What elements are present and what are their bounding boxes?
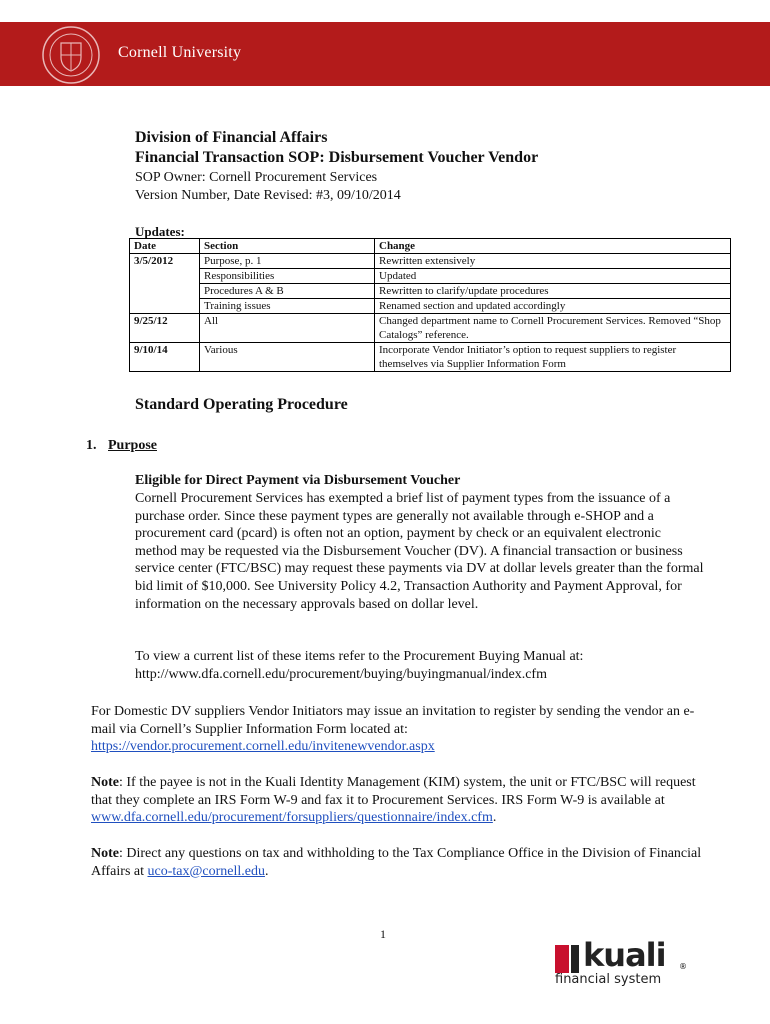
sop-owner: SOP Owner: Cornell Procurement Services [135,170,378,185]
header-date: Date [130,239,200,254]
brand-name: Cornell University [118,44,242,61]
kuali-logo-word: kuali [583,936,666,974]
kim-note-text: : If the payee is not in the Kuali Identity Management (KIM) system, the unit or FTC/BSC will request that they complete an IRS Form W-9 and fax it to Procurement Services. IRS Form W-9 is available at [91,775,696,808]
note-label: Note [91,775,119,790]
page-number: 1 [380,927,386,941]
kuali-logo-mark-icon [555,945,569,973]
tax-note-paragraph [91,845,711,880]
row-change: Changed department name to Cornell Procurement Services. Removed “Shop Catalogs” reference. [375,314,731,343]
kim-note-end: . [492,810,497,826]
header-section: Section [200,239,375,254]
updates-label: Updates: [135,224,185,239]
row-date [130,269,200,284]
buying-manual-text: To view a current list of these items refer to the Procurement Buying Manual at: [135,649,584,664]
table-row [130,299,731,314]
purpose-paragraph: Cornell Procurement Services has exempted a brief list of payment types from the issuance of a purchase order. Since these payment types are generally not available through e-SHOP and a procurement card (pcard) is often not an option, payment by check or an equivalent electronic method may be requested via the Disbursement Voucher (DV). A financial transaction or business service center (FTC/BSC) may request these payments via DV at dollar levels greater than the formal bid limit of $10,000. See University Policy 4.2, Transaction Authority and Payment Approval, for information on the necessary approvals based on dollar level. [135,491,704,612]
kuali-logo-bar-icon [571,945,579,973]
row-section: Purpose, p. 1 [200,254,375,269]
row-date: 3/5/2012 [130,254,200,269]
row-date [130,299,200,314]
tax-note-end: . [264,863,269,879]
row-date: 9/25/12 [130,314,200,343]
tax-email-link[interactable]: uco-tax@cornell.edu [147,863,265,879]
updates-table [129,238,731,372]
purpose-number: 1. [86,438,97,453]
row-change: Renamed section and updated accordingly [375,299,731,314]
row-change: Rewritten extensively [379,255,476,267]
table-header-row [130,239,731,254]
note-label: Note [91,846,119,861]
version-info: Version Number, Date Revised: #3, 09/10/2014 [135,188,401,203]
table-row [130,254,731,269]
row-date [130,284,200,299]
doc-title-sop: Financial Transaction SOP: Disbursement Voucher Vendor [135,149,539,166]
table-row [130,314,731,343]
table-row [130,284,731,299]
vendor-invite-paragraph [91,703,711,756]
row-date: 9/10/14 [130,343,200,372]
cornell-seal-icon [41,25,101,85]
table-row [130,343,731,372]
vendor-invite-link[interactable]: https://vendor.procurement.cornell.edu/invitenewvendor.aspx [91,739,435,755]
row-change: Rewritten to clarify/update procedures [375,284,731,299]
row-section: Procedures A & B [200,284,375,299]
doc-title-division: Division of Financial Affairs [135,129,328,146]
row-change: Incorporate Vendor Initiator’s option to request suppliers to register themselves via Supplier Information Form [375,343,731,372]
row-section: All [200,314,375,343]
row-section: Various [200,343,375,372]
buying-manual-paragraph [135,648,715,683]
sop-heading: Standard Operating Procedure [135,396,348,413]
eligible-subheading: Eligible for Direct Payment via Disbursement Voucher [135,473,461,488]
row-section: Training issues [200,299,375,314]
tax-note-text: : Direct any questions on tax and withholding to the Tax Compliance Office in the Division of Financial Affairs at [91,846,702,879]
table-row [130,269,731,284]
kuali-logo-subtitle: financial system [555,972,662,987]
w9-form-link[interactable]: www.dfa.cornell.edu/procurement/forsuppliers/questionnaire/index.cfm [91,810,493,826]
registered-mark: ® [679,962,687,971]
kuali-logo [553,936,688,990]
purpose-heading: Purpose [108,438,157,453]
vendor-invite-text: For Domestic DV suppliers Vendor Initiators may issue an invitation to register by sending the vendor an e-mail via Cornell’s Supplier Information Form located at: [91,704,695,737]
kim-note-paragraph [91,774,711,827]
header-change: Change [375,239,731,254]
row-change: Updated [375,269,731,284]
buying-manual-url: http://www.dfa.cornell.edu/procurement/buying/buyingmanual/index.cfm [135,666,547,682]
row-section: Responsibilities [200,269,375,284]
header-banner [0,22,770,86]
